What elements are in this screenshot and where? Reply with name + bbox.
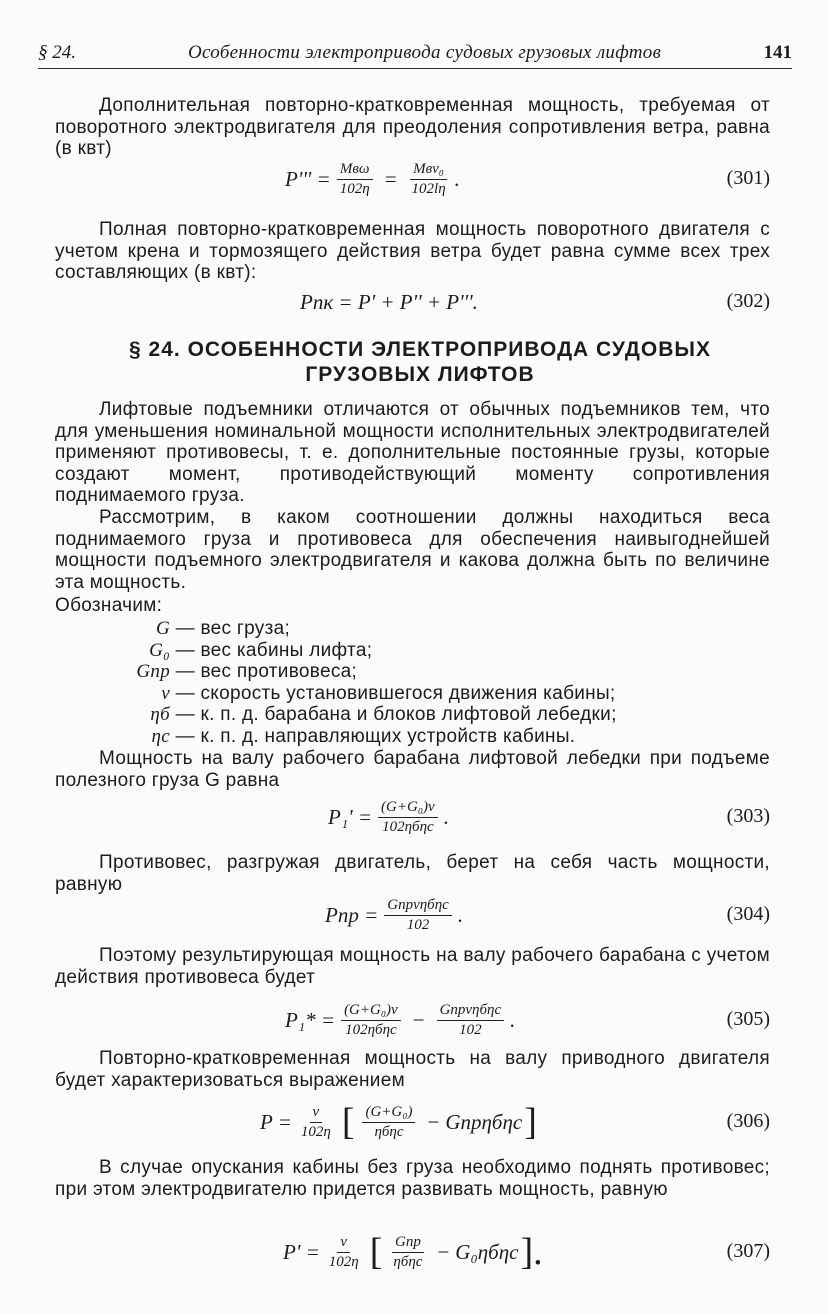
formula-tail: . [457, 902, 464, 927]
formula-301 [0, 157, 828, 201]
equals-sign: = [384, 166, 397, 191]
equation-number: (304) [726, 903, 770, 925]
equation-number: (307) [726, 1240, 770, 1262]
formula-expression: Pпк = P' + P'' + P'''. [300, 289, 478, 314]
formula-tail: . [454, 166, 460, 191]
formula-302 [0, 280, 828, 324]
numerator: v [310, 1104, 323, 1123]
numerator: Mвv₀ [410, 161, 447, 180]
fraction [298, 1104, 334, 1141]
formula-lhs: P₁* = [285, 1007, 336, 1032]
notation-item: v — скорость установившегося движения кабины; [161, 682, 616, 704]
numerator: (G+G₀)v [378, 799, 438, 818]
paragraph-notation: Обозначим: [55, 595, 163, 616]
denominator: 102 [459, 1021, 482, 1038]
fraction [390, 1234, 425, 1271]
fraction [437, 1002, 505, 1039]
numerator: Gпрvηбηс [384, 897, 452, 916]
numerator: (G+G₀) [362, 1104, 415, 1123]
denominator: 102η [339, 180, 370, 197]
notation-item: Gпр — вес противовеса; [136, 661, 358, 682]
notation-item: G₀ — вес кабины лифта; [149, 639, 373, 661]
numerator: Gпр [392, 1234, 424, 1253]
formula-term: G₀ηбηс [455, 1239, 519, 1264]
left-bracket: [ [369, 1231, 383, 1273]
formula-tail: . [443, 804, 449, 829]
paragraph-lift-intro: Лифтовые подъемники отличаются от обычных подъемников тем, что для уменьшения номинальной мощности исполнительных электродвигателей применяют противовесы, т. е. дополнительные постоянные грузы, которые создают момент, противодействующий моменту сопротивления поднимаемого груза. [55, 399, 770, 506]
equation-number: (303) [726, 805, 770, 827]
notation-list [110, 618, 790, 747]
formula-304 [0, 893, 828, 937]
equation-number: (302) [726, 290, 770, 312]
formula-term: Gпрηбηс [445, 1109, 523, 1134]
fraction [337, 161, 373, 198]
equation-number: (305) [726, 1008, 770, 1030]
formula-lhs: Pпр = [325, 902, 379, 927]
paragraph-total-power: Полная повторно-кратковременная мощность поворотного двигателя с учетом крена и тормозящего действия ветра будет равна сумме всех трех составляющих (в квт): [55, 219, 770, 283]
formula-lhs: P''' = [285, 166, 331, 191]
denominator: 102lη [411, 180, 446, 197]
paragraph-intermittent-power: Повторно-кратковременная мощность на валу приводного двигателя будет характеризоваться выражением [55, 1048, 770, 1091]
fraction [341, 1002, 401, 1039]
fraction [384, 897, 452, 934]
formula-303 [0, 795, 828, 839]
page-number: 141 [763, 42, 792, 63]
header-title: Особенности электропривода судовых грузовых лифтов [188, 42, 662, 63]
formula-lhs: P₁' = [328, 804, 373, 829]
denominator: 102η [328, 1253, 359, 1270]
formula-307 [0, 1230, 828, 1274]
denominator: 102η [300, 1123, 331, 1140]
numerator: v [337, 1234, 350, 1253]
formula-lhs: P' = [283, 1239, 320, 1264]
equation-number: (301) [726, 167, 770, 189]
notation-item: ηс — к. п. д. направляющих устройств кабины. [151, 725, 576, 747]
left-bracket: [ [341, 1101, 355, 1143]
running-header [38, 40, 792, 69]
header-section-number: § 24. [38, 42, 76, 63]
equation-number: (306) [726, 1110, 770, 1132]
minus-sign: − [412, 1007, 425, 1032]
formula-lhs: P = [260, 1109, 292, 1134]
heading-line-2: ГРУЗОВЫХ ЛИФТОВ [305, 363, 535, 386]
fraction [378, 799, 438, 836]
notation-item: ηб — к. п. д. барабана и блоков лифтовой лебедки; [150, 704, 617, 725]
paragraph-resulting-power: Поэтому результирующая мощность на валу рабочего барабана с учетом действия противовеса будет [55, 945, 770, 988]
fraction [409, 161, 449, 198]
notation-item: G — вес груза; [155, 618, 291, 639]
right-bracket: ]. [520, 1231, 543, 1273]
denominator: 102 [406, 916, 430, 933]
paragraph-drum-power: Мощность на валу рабочего барабана лифтовой лебедки при подъеме полезного груза G равна [55, 748, 770, 791]
denominator: ηбηс [393, 1253, 423, 1270]
denominator: 102ηбηс [382, 818, 434, 835]
numerator: Gпрvηбηс [437, 1002, 505, 1021]
denominator: ηбηс [374, 1123, 404, 1140]
right-bracket: ] [524, 1101, 537, 1143]
minus-sign: − [437, 1239, 450, 1264]
formula-306 [0, 1100, 828, 1144]
formula-tail: . [510, 1007, 516, 1032]
paragraph-consider: Рассмотрим, в каком соотношении должны находиться веса поднимаемого груза и противовеса для обеспечения наивыгоднейшей мощности подъемного электродвигателя и какова должна быть по величине эта мощность. [55, 507, 770, 593]
numerator: Mвω [337, 161, 373, 180]
minus-sign: − [427, 1109, 440, 1134]
section-heading [80, 337, 760, 387]
formula-305 [0, 998, 828, 1042]
denominator: 102ηбηс [345, 1021, 397, 1038]
paragraph-lowering: В случае опускания кабины без груза необходимо поднять противовес; при этом электродвигателю придется развивать мощность, равную [55, 1157, 770, 1200]
fraction [326, 1234, 362, 1271]
paragraph-wind-power: Дополнительная повторно-кратковременная мощность, требуемая от поворотного электродвигателя для преодоления сопротивления ветра, равна (в квт) [55, 95, 770, 159]
numerator: (G+G₀)v [341, 1002, 401, 1021]
heading-line-1: § 24. ОСОБЕННОСТИ ЭЛЕКТРОПРИВОДА СУДОВЫХ [129, 338, 711, 361]
paragraph-counterweight: Противовес, разгружая двигатель, берет на себя часть мощности, равную [55, 852, 770, 895]
fraction [362, 1104, 415, 1141]
